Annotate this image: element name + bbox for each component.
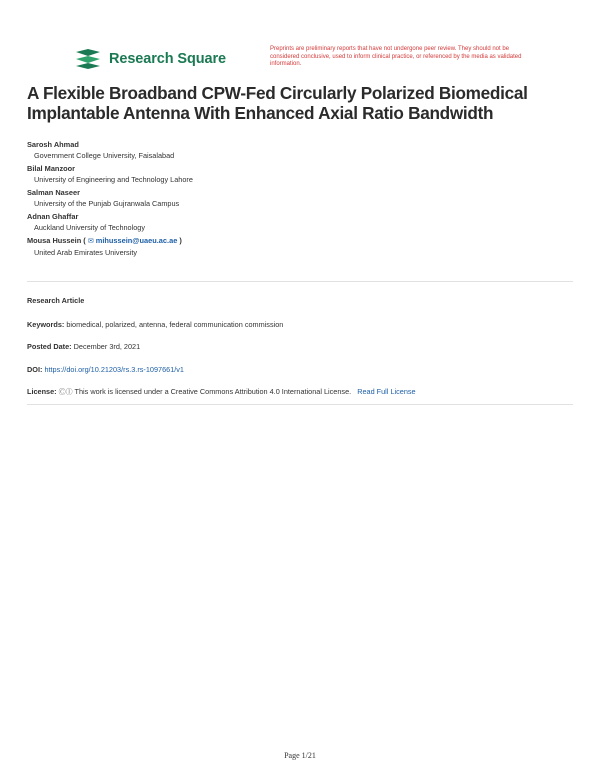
posted-date-value: December 3rd, 2021 <box>73 342 141 351</box>
corresponding-author <box>27 235 577 247</box>
paper-title: A Flexible Broadband CPW-Fed Circularly Polarized Biomedical Implantable Antenna With Enhanced Axial Ratio Bandwidth <box>27 83 528 123</box>
posted-date-label: Posted Date: <box>27 342 72 351</box>
envelope-icon: ✉ <box>87 238 94 245</box>
author-name: Bilal Manzoor <box>27 164 76 173</box>
research-square-logo-icon <box>74 48 102 70</box>
divider <box>27 281 573 282</box>
email-paren-open: ( <box>83 236 86 245</box>
license-text: This work is licensed under a Creative Commons Attribution 4.0 International License. <box>74 387 352 396</box>
doi-link[interactable]: https://doi.org/10.21203/rs.3.rs-1097661/v1 <box>44 365 184 374</box>
author <box>27 139 577 161</box>
keywords-row <box>27 319 577 330</box>
research-square-logo[interactable] <box>74 48 226 70</box>
author-name: Adnan Ghaffar <box>27 212 79 221</box>
author-name: Sarosh Ahmad <box>27 140 79 149</box>
author <box>27 163 577 185</box>
article-type: Research Article <box>27 296 85 305</box>
header <box>74 46 544 76</box>
author <box>27 211 577 233</box>
author-list <box>27 139 577 260</box>
brand-name: Research Square <box>109 51 226 67</box>
author <box>27 187 577 209</box>
author-affiliation: University of the Punjab Gujranwala Campus <box>34 199 180 208</box>
author-affiliation: University of Engineering and Technology Lahore <box>34 175 193 184</box>
page-number: Page 1/21 <box>284 751 316 760</box>
doi-row <box>27 364 577 375</box>
read-full-license-link[interactable]: Read Full License <box>357 387 416 396</box>
license-label: License: <box>27 387 57 396</box>
posted-date-row <box>27 341 577 352</box>
author-affiliation: Government College University, Faisalabad <box>34 151 175 160</box>
license-row <box>27 386 577 398</box>
author <box>27 235 577 258</box>
preprint-notice: Preprints are preliminary reports that have not undergone peer review. They should not be considered conclusive, used to inform clinical practice, or referenced by the media as validated information. <box>270 46 522 68</box>
author-email-link[interactable]: mihussein@uaeu.ac.ae <box>95 236 178 245</box>
author-affiliation: Auckland University of Technology <box>34 223 145 232</box>
email-paren-close: ) <box>179 236 182 245</box>
author-name: Mousa Hussein <box>27 236 82 245</box>
doi-label: DOI: <box>27 365 43 374</box>
keywords-value: biomedical, polarized, antenna, federal communication commission <box>66 320 284 329</box>
creative-commons-icon: ⒸⒾ <box>58 389 73 396</box>
author-affiliation: United Arab Emirates University <box>34 248 138 257</box>
author-name: Salman Naseer <box>27 188 80 197</box>
divider <box>27 404 573 405</box>
keywords-label: Keywords: <box>27 320 65 329</box>
